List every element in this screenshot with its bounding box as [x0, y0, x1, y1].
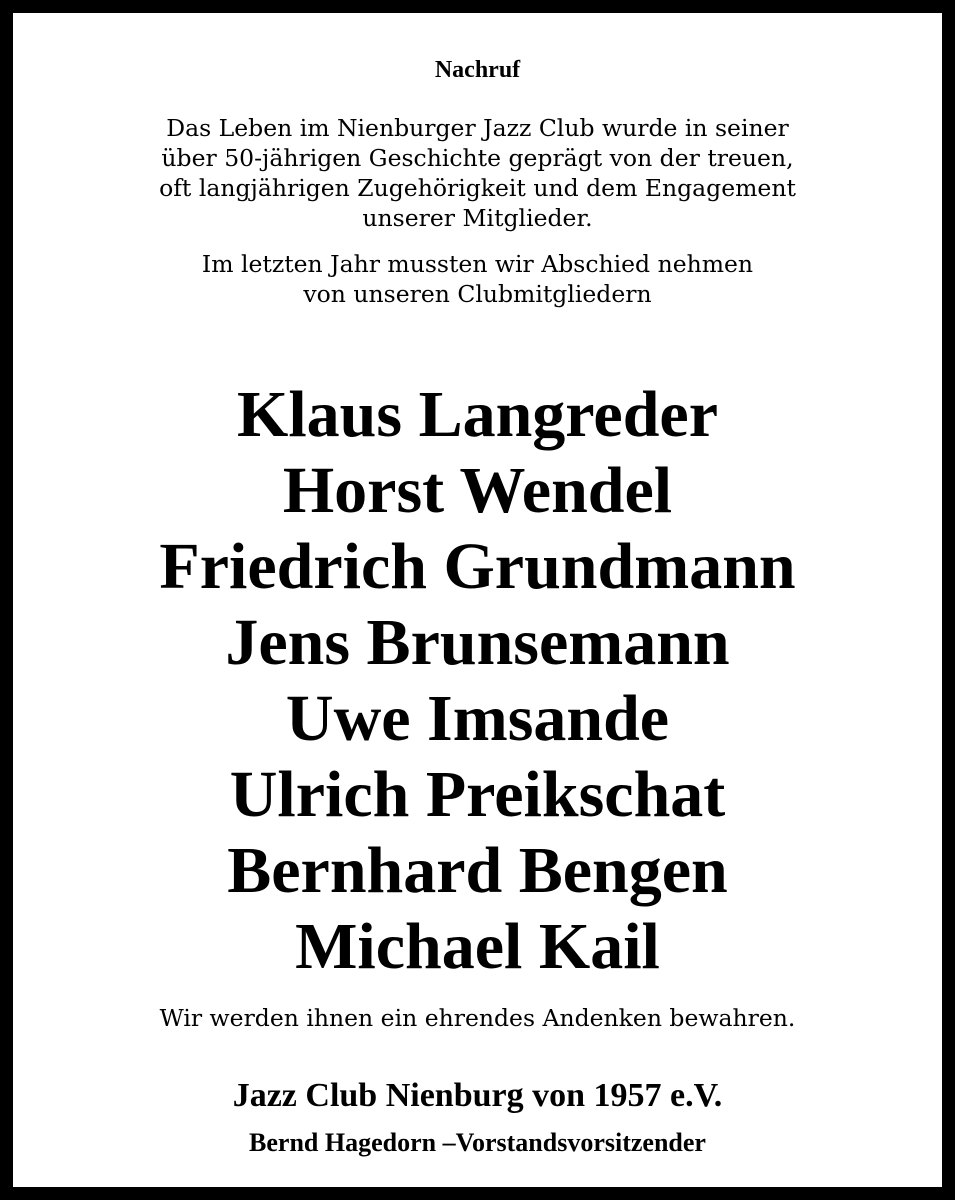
intro-line: unserer Mitglieder.: [362, 204, 593, 232]
notice-heading: Nachruf: [434, 57, 521, 83]
intro-line: Im letzten Jahr mussten wir Abschied nehmen: [201, 250, 754, 278]
chairman-signature: Bernd Hagedorn –Vorstandsvorsitzender: [249, 1128, 706, 1157]
intro-paragraph-1: [73, 113, 882, 233]
member-name: Klaus Langreder: [237, 378, 718, 451]
member-name: Ulrich Preikschat: [229, 758, 726, 831]
club-name: Jazz Club Nienburg von 1957 e.V.: [232, 1077, 723, 1114]
intro-line: oft langjährigen Zugehörigkeit und dem Engagement: [159, 174, 796, 202]
intro-text: [73, 113, 882, 309]
closing-sentence: Wir werden ihnen ein ehrendes Andenken bewahren.: [159, 1004, 796, 1032]
member-name: Horst Wendel: [282, 454, 673, 527]
member-name: Bernhard Bengen: [227, 834, 728, 907]
member-name: Michael Kail: [295, 910, 660, 983]
intro-line: von unseren Clubmitgliedern: [303, 280, 652, 308]
intro-line: Das Leben im Nienburger Jazz Club wurde in seiner: [166, 114, 789, 142]
intro-line: über 50-jährigen Geschichte geprägt von der treuen,: [161, 144, 794, 172]
member-name: Jens Brunsemann: [225, 606, 730, 679]
deceased-members-list: [13, 377, 942, 985]
member-name: Friedrich Grundmann: [159, 530, 796, 603]
member-name: Uwe Imsande: [285, 682, 670, 755]
intro-paragraph-2: [73, 249, 882, 309]
